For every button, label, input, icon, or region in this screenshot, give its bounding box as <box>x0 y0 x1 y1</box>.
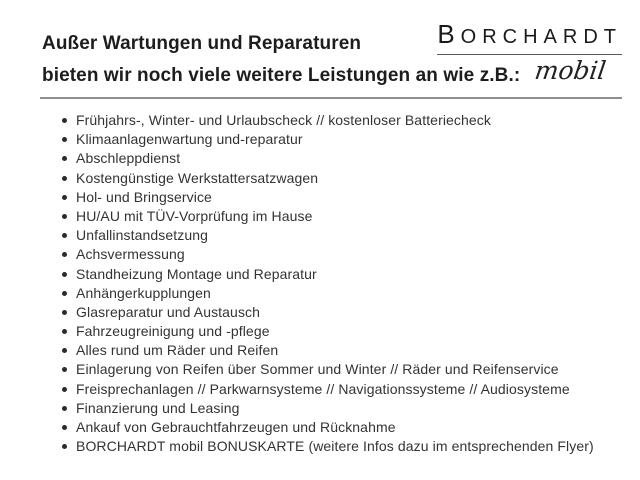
service-item <box>62 188 594 207</box>
bullet-icon <box>62 329 67 334</box>
service-item <box>62 149 594 168</box>
bullet-icon <box>62 118 67 123</box>
service-label: Fahrzeugreinigung und -pflege <box>76 323 270 340</box>
bullet-icon <box>62 214 67 219</box>
headline-line1: Außer Wartungen und Reparaturen <box>42 33 362 54</box>
service-label: Anhängerkupplungen <box>76 284 211 301</box>
service-item <box>62 226 594 245</box>
service-label: Alles rund um Räder und Reifen <box>76 342 279 359</box>
bullet-icon <box>62 444 67 449</box>
service-item <box>62 341 594 360</box>
service-label: Achsvermessung <box>76 246 185 263</box>
bullet-icon <box>62 367 67 372</box>
service-label: BORCHARDT mobil BONUSKARTE (weitere Infos dazu im entsprechenden Flyer) <box>76 438 594 455</box>
service-label: HU/AU mit TÜV-Vorprüfung im Hause <box>76 207 313 224</box>
bullet-icon <box>62 425 67 430</box>
service-item <box>62 399 594 418</box>
bullet-icon <box>62 137 67 142</box>
service-label: Unfallinstandsetzung <box>76 227 208 244</box>
service-label: Finanzierung und Leasing <box>76 399 240 416</box>
service-label: Abschleppdienst <box>76 150 181 167</box>
header-divider <box>40 97 622 99</box>
service-label: Freisprechanlagen // Parkwarnsysteme // Navigationssysteme // Audiosysteme <box>76 380 570 397</box>
bullet-icon <box>62 348 67 353</box>
bullet-icon <box>62 406 67 411</box>
service-item <box>62 322 594 341</box>
service-item <box>62 360 594 379</box>
bullet-icon <box>62 233 67 238</box>
service-item <box>62 303 594 322</box>
service-label: Hol- und Bringservice <box>76 188 212 205</box>
service-label: Frühjahrs-, Winter- und Urlaubscheck // kostenloser Batteriecheck <box>76 112 491 128</box>
service-item <box>62 284 594 303</box>
service-label: Kostengünstige Werkstattersatzwagen <box>76 169 319 186</box>
service-label: Glasreparatur und Austausch <box>76 303 261 320</box>
brand-logo <box>437 19 622 85</box>
bullet-icon <box>62 176 67 181</box>
brand-sub-script: mobil <box>533 56 609 85</box>
services-list <box>62 111 594 456</box>
service-item <box>62 169 594 188</box>
brand-name: BORCHARDT <box>437 22 622 55</box>
service-label: Ankauf von Gebrauchtfahrzeugen und Rücknahme <box>76 419 396 435</box>
bullet-icon <box>62 387 67 392</box>
bullet-icon <box>62 310 67 315</box>
service-label: Einlagerung von Reifen über Sommer und Winter // Räder und Reifenservice <box>76 361 559 378</box>
bullet-icon <box>62 252 67 257</box>
service-item <box>62 265 594 284</box>
service-item <box>62 418 594 437</box>
service-label: Standheizung Montage und Reparatur <box>76 265 317 282</box>
headline-line2: bieten wir noch viele weitere Leistungen an wie z.B.: <box>42 65 521 86</box>
bullet-icon <box>62 291 67 296</box>
service-item <box>62 130 594 149</box>
service-item <box>62 380 594 399</box>
service-item <box>62 437 594 456</box>
service-label: Klimaanlagenwartung und-reparatur <box>76 131 303 148</box>
service-item <box>62 111 594 130</box>
bullet-icon <box>62 195 67 200</box>
service-item <box>62 207 594 226</box>
bullet-icon <box>62 272 67 277</box>
bullet-icon <box>62 156 67 161</box>
service-item <box>62 245 594 264</box>
